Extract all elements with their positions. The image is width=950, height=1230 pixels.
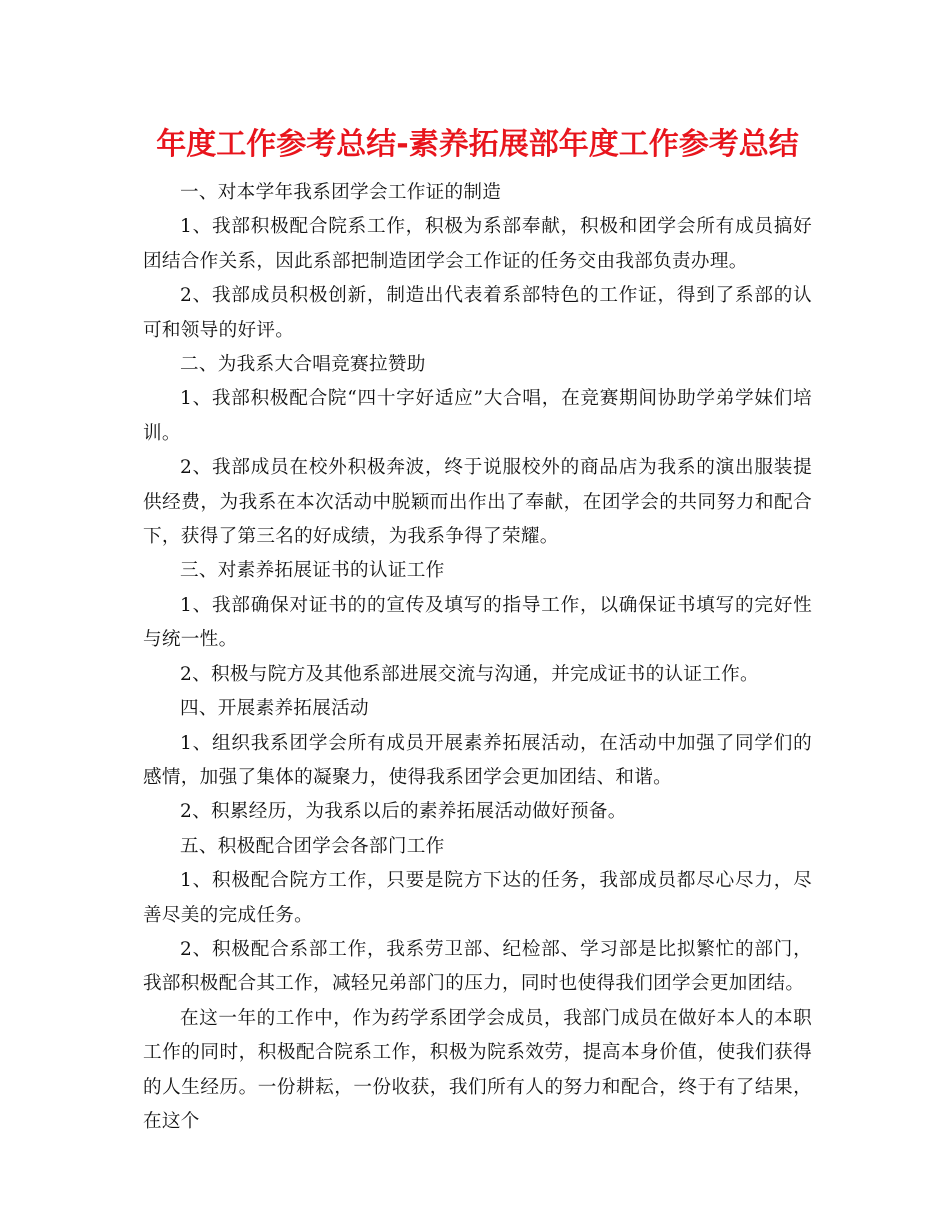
document-title: 年度工作参考总结-素养拓展部年度工作参考总结 [156, 127, 799, 162]
paragraph: 1、我部确保对证书的的宣传及填写的指导工作，以确保证书填写的完好性与统一性。 [143, 594, 812, 651]
section-heading-4: 四、开展素养拓展活动 [180, 698, 369, 720]
section-heading-5: 五、积极配合团学会各部门工作 [180, 835, 445, 857]
paragraph: 2、积累经历，为我系以后的素养拓展活动做好预备。 [180, 801, 627, 823]
closing-paragraph: 在这一年的工作中，作为药学系团学会成员，我部门成员在做好本人的本职工作的同时，积极配合院系工作，积极为院系效劳，提高本身价值，使我们获得的人生经历。一份耕耘，一份收获，我们所有人的努力和配合，终于有了结果，在这个 [143, 1007, 812, 1132]
paragraph: 1、我部积极配合院系工作，积极为系部奉献，积极和团学会所有成员搞好团结合作关系，因此系部把制造团学会工作证的任务交由我部负责办理。 [143, 216, 812, 272]
paragraph: 1、我部积极配合院“四十字好适应”大合唱，在竞赛期间协助学弟学妹们培训。 [143, 388, 812, 444]
section-heading-1: 一、对本学年我系团学会工作证的制造 [180, 182, 502, 203]
paragraph: 2、积极与院方及其他系部进展交流与沟通，并完成证书的认证工作。 [180, 663, 759, 685]
paragraph: 1、组织我系团学会所有成员开展素养拓展活动，在活动中加强了同学们的感情，加强了集体的凝聚力，使得我系团学会更加团结、和谐。 [143, 732, 812, 788]
section-heading-3: 三、对素养拓展证书的认证工作 [180, 560, 445, 582]
paragraph: 1、积极配合院方工作，只要是院方下达的任务，我部成员都尽心尽力，尽善尽美的完成任务。 [143, 870, 812, 926]
paragraph: 2、积极配合系部工作，我系劳卫部、纪检部、学习部是比拟繁忙的部门，我部积极配合其工作，减轻兄弟部门的压力，同时也使得我们团学会更加团结。 [143, 938, 812, 995]
paragraph: 2、我部成员在校外积极奔波，终于说服校外的商品店为我系的演出服装提供经费，为我系在本次活动中脱颖而出作出了奉献，在团学会的共同努力和配合下，获得了第三名的好成绩，为我系争得了荣耀。 [143, 457, 812, 548]
paragraph: 2、我部成员积极创新，制造出代表着系部特色的工作证，得到了系部的认可和领导的好评。 [143, 285, 812, 341]
section-heading-2: 二、为我系大合唱竞赛拉赞助 [180, 354, 426, 376]
